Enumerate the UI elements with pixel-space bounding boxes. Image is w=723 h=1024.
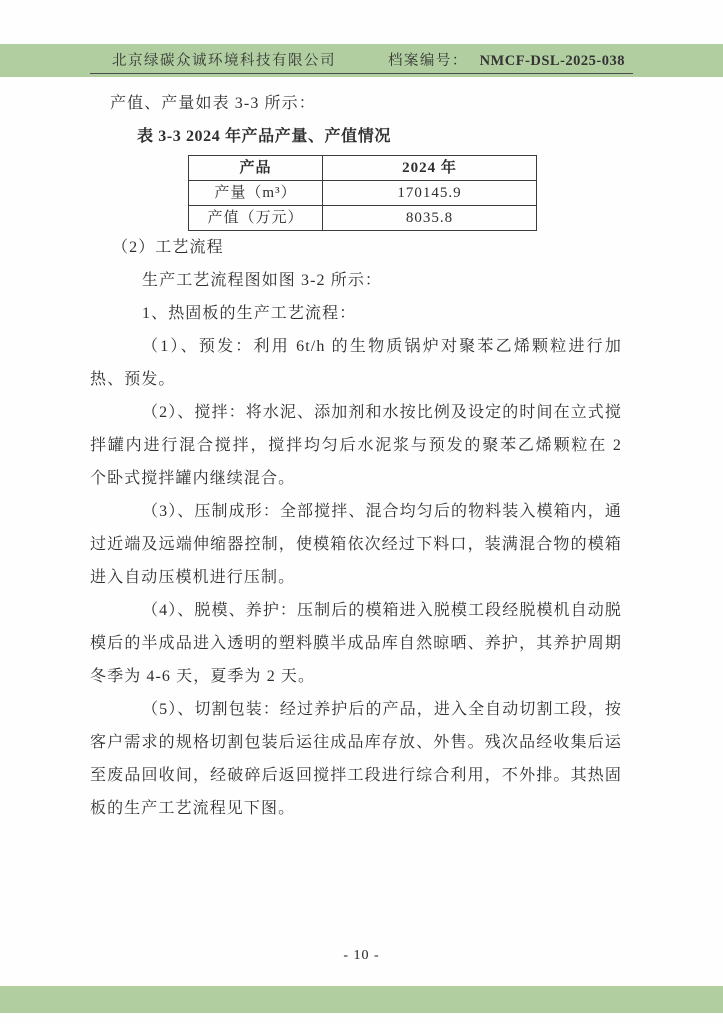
table-header-year: 2024 年 — [323, 156, 537, 181]
table-row — [189, 206, 537, 231]
document-header — [90, 46, 633, 74]
page-number: - 10 - — [343, 948, 380, 963]
section-heading: （2）工艺流程 — [112, 239, 224, 256]
archive-number-value: NMCF-DSL-2025-038 — [479, 53, 625, 69]
table-header-product: 产品 — [189, 156, 323, 181]
table-row — [189, 181, 537, 206]
table-cell-value-value: 8035.8 — [323, 206, 537, 231]
paragraph-step-2: （2）、搅拌：将水泥、添加剂和水按比例及设定的时间在立式搅拌罐内进行混合搅拌，搅拌均匀后水泥浆与预发的聚苯乙烯颗粒在 2 个卧式搅拌罐内继续混合。 — [90, 404, 622, 487]
flow-intro-line: 生产工艺流程图如图 3-2 所示： — [142, 272, 383, 289]
archive-number-group — [388, 49, 625, 70]
production-table — [188, 155, 537, 231]
paragraph-step-4: （4）、脱模、养护：压制后的模箱进入脱模工段经脱模机自动脱模后的半成品进入透明的塑料膜半成品库自然晾晒、养护，其养护周期冬季为 4-6 天，夏季为 2 天。 — [90, 602, 622, 685]
company-name: 北京绿碳众诚环境科技有限公司 — [112, 53, 336, 69]
paragraph-step-5: （5）、切割包装：经过养护后的产品，进入全自动切割工段，按客户需求的规格切割包装后运往成品库存放、外售。残次品经收集后运至废品回收间，经破碎后返回搅拌工段进行综合利用，不外排。其热固板的生产工艺流程见下图。 — [90, 701, 622, 817]
step-list-heading: 1、热固板的生产工艺流程： — [142, 305, 357, 322]
paragraph-step-3: （3）、压制成形：全部搅拌、混合均匀后的物料装入模箱内，通过近端及远端伸缩器控制，使模箱依次经过下料口，装满混合物的模箱进入自动压模机进行压制。 — [90, 503, 622, 586]
table-header-row — [189, 156, 537, 181]
table-title: 表 3-3 2024 年产品产量、产值情况 — [137, 128, 391, 145]
paragraph-step-1: （1）、预发：利用 6t/h 的生物质锅炉对聚苯乙烯颗粒进行加热、预发。 — [90, 338, 622, 388]
archive-number-label: 档案编号： — [387, 53, 468, 69]
table-cell-output-label: 产量（m³） — [189, 181, 323, 206]
document-body — [90, 87, 622, 825]
table-cell-output-value: 170145.9 — [323, 181, 537, 206]
intro-line: 产值、产量如表 3-3 所示： — [110, 95, 316, 112]
table-cell-value-label: 产值（万元） — [189, 206, 323, 231]
bottom-green-band — [0, 986, 723, 1013]
